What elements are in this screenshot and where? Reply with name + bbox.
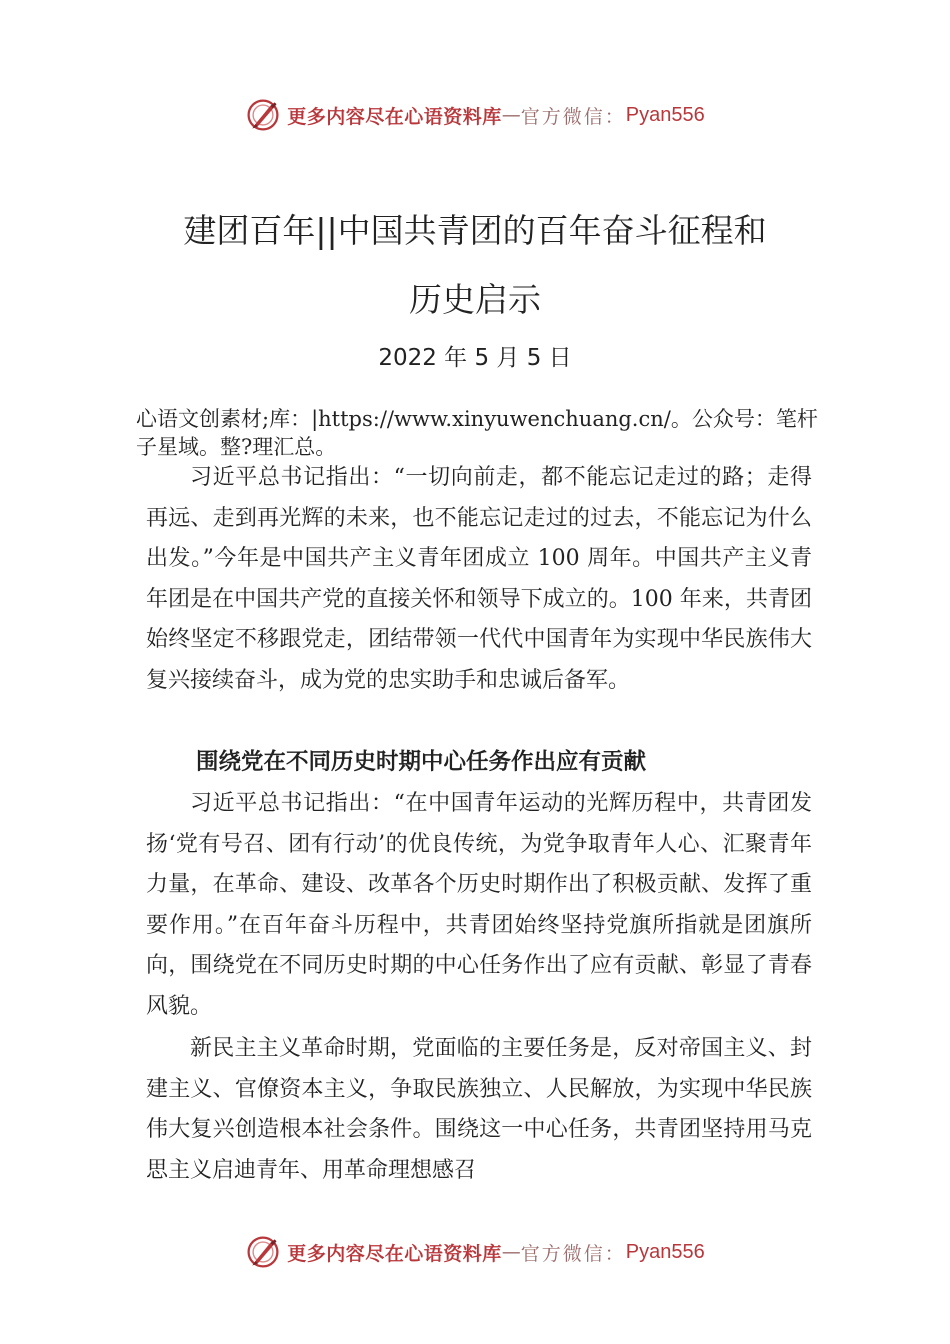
banner-text: 更多内容尽在心语资料库 (287, 105, 502, 128)
paragraph-2: 习近平总书记指出：“在中国青年运动的光辉历程中，共青团发扬‘党有号召、团有行动’的优良传统，为党争取青年人心、汇聚青年力量，在革命、建设、改革各个历史时期作出了积极贡献、发挥了重要作用。”在百年奋斗历程中，共青团始终坚持党旗所指就是团旗所向，围绕党在不同历史时期的中心任务作出了应有贡献、彰显了青春风貌。 (146, 791, 812, 1019)
banner-wechat-label: 官方微信： (520, 105, 626, 128)
banner-wechat-label: 官方微信： (520, 1242, 626, 1265)
banner-text: 更多内容尽在心语资料库 (287, 1242, 502, 1265)
banner-wechat-id: Pyan556 (625, 1240, 705, 1263)
banner-dash: — (501, 1241, 521, 1263)
pen-logo-icon (245, 97, 281, 133)
section-heading: 围绕党在不同历史时期中心任务作出应有贡献 (196, 749, 647, 775)
pen-logo-icon (245, 1234, 281, 1270)
banner-wechat-id: Pyan556 (625, 103, 705, 126)
banner-dash: — (501, 104, 521, 126)
source-note: 心语文创素材;库：|https://www.xinyuwenchuang.cn/。公众号：笔杆子星域。整?理汇总。 (136, 407, 818, 459)
paragraph-1: 习近平总书记指出：“一切向前走，都不能忘记走过的路；走得再远、走到再光辉的未来，也不能忘记走过的过去，不能忘记为什么出发。”今年是中国共产主义青年团成立 100 周年。中国共产主义青年团是在中国共产党的直接关怀和领导下成立的。100 年来，共青团始终坚定不移跟党走，团结带领一代代中国青年为实现中华民族伟大复兴接续奋斗，成为党的忠实助手和忠诚后备军。 (146, 465, 812, 693)
document-title-line2: 历史启示 (409, 280, 541, 319)
paragraph-3: 新民主主义革命时期，党面临的主要任务是，反对帝国主义、封建主义、官僚资本主义，争取民族独立、人民解放，为实现中华民族伟大复兴创造根本社会条件。围绕这一中心任务，共青团坚持用马克思主义启迪青年、用革命理想感召 (146, 1036, 812, 1183)
document-date: 2022 年 5 月 5 日 (378, 345, 572, 371)
header-banner (0, 95, 950, 135)
footer-banner (0, 1232, 950, 1272)
document-title-line1: 建团百年||中国共青团的百年奋斗征程和 (183, 211, 767, 250)
